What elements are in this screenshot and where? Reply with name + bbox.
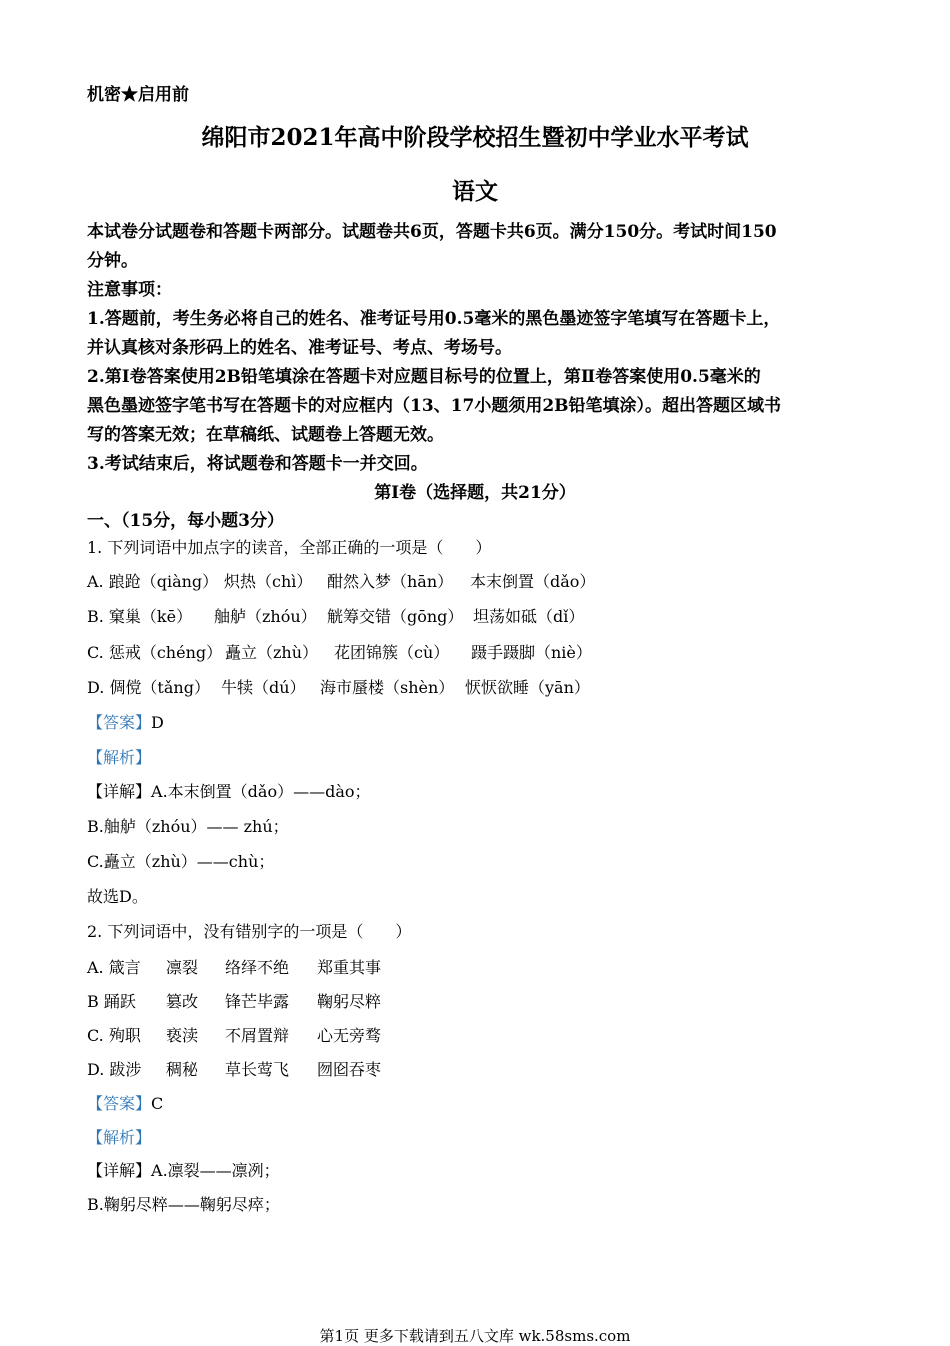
option-item: 鞠躬尽粹 [317, 992, 382, 1011]
option-item: 篡改 [166, 992, 199, 1011]
question-1-stem: 1. 下列词语中加点字的读音，全部正确的一项是（ ） [87, 538, 492, 557]
question-1-analysis-label: 【解析】 [87, 748, 152, 767]
page-footer: 第1页 更多下载请到五八文库 wk.58sms.com [319, 1327, 631, 1345]
notes-heading: 注意事项： [87, 280, 172, 300]
option-item: 觥筹交错（gōng） [327, 607, 464, 626]
option-item: 恹恹欲睡（yān） [465, 678, 590, 697]
option-item: 蹑手蹑脚（niè） [471, 643, 592, 662]
question-2-stem: 2. 下列词语中，没有错别字的一项是（ ） [87, 922, 412, 941]
exam-title: 绵阳市2021年高中阶段学校招生暨初中学业水平考试 [201, 124, 749, 151]
option-item: C. 惩戒（chéng） [87, 643, 223, 662]
option-item: A. 箴言 [87, 958, 141, 977]
question-2-answer [87, 1091, 163, 1114]
question-1-detail-2: B.舳舻（zhóu）—— zhú； [87, 817, 289, 836]
option-item: 舳舻（zhóu） [214, 607, 317, 626]
detail-text: A.本末倒置（dǎo）——dào； [151, 782, 371, 801]
option-item: B 踊跃 [87, 992, 136, 1011]
option-item: 坦荡如砥（dǐ） [473, 607, 585, 626]
question-1-detail-1 [87, 779, 371, 802]
option-item: 草长莺飞 [225, 1060, 290, 1079]
question-1-answer [87, 710, 164, 733]
option-item: 花团锦簇（cù） [334, 643, 450, 662]
option-item: B. 窠巢（kē） [87, 607, 193, 626]
intro-line-1: 本试卷分试题卷和答题卡两部分。试题卷共6页，答题卡共6页。满分150分。考试时间150 [87, 222, 777, 242]
question-1-conclusion: 故选D。 [87, 887, 148, 906]
option-item: 络绎不绝 [225, 958, 290, 977]
answer-value: D [151, 713, 164, 732]
option-item: 牛犊（dú） [221, 678, 306, 697]
detail-text: A.凛裂——凛冽； [151, 1161, 280, 1180]
option-item: 亵渎 [166, 1026, 199, 1045]
answer-label: 【答案】 [87, 1094, 152, 1113]
question-2-analysis-label: 【解析】 [87, 1128, 152, 1147]
note-1-line-2: 并认真核对条形码上的姓名、准考证号、考点、考场号。 [87, 338, 512, 358]
option-item: A. 踉跄（qiàng） [87, 572, 219, 591]
option-item: 心无旁骛 [317, 1026, 382, 1045]
option-item: 锋芒毕露 [225, 992, 290, 1011]
option-item: D. 倜傥（tǎng） [87, 678, 210, 697]
note-1-line-1: 1.答题前，考生务必将自己的姓名、准考证号用0.5毫米的黑色墨迹签字笔填写在答题卡上， [87, 309, 781, 329]
option-item: D. 跋涉 [87, 1060, 142, 1079]
detail-label: 【详解】 [87, 1161, 152, 1180]
subject-title: 语文 [452, 178, 498, 205]
option-item: 郑重其事 [317, 958, 382, 977]
confidential-label: 机密★启用前 [87, 85, 189, 105]
option-item: 囫囵吞枣 [317, 1060, 382, 1079]
option-item: 炽热（chì） [224, 572, 313, 591]
question-2-detail-1 [87, 1158, 280, 1181]
note-2-line-3: 写的答案无效；在草稿纸、试题卷上答题无效。 [87, 425, 444, 445]
note-3: 3.考试结束后，将试题卷和答题卡一并交回。 [87, 454, 428, 474]
question-1-detail-3: C.矗立（zhù）——chù； [87, 852, 275, 871]
option-item: 本末倒置（dǎo） [470, 572, 596, 591]
option-item: 凛裂 [166, 958, 199, 977]
option-item: 不屑置辩 [225, 1026, 290, 1045]
option-item: 稠秘 [166, 1060, 199, 1079]
section-one-heading: 一、（15分，每小题3分） [87, 511, 284, 531]
option-item: 海市蜃楼（shèn） [320, 678, 455, 697]
intro-line-2: 分钟。 [87, 251, 138, 271]
option-item: C. 殉职 [87, 1026, 141, 1045]
option-item: 酣然入梦（hān） [327, 572, 454, 591]
option-item: 矗立（zhù） [225, 643, 319, 662]
note-2-line-1: 2.第Ⅰ卷答案使用2B铅笔填涂在答题卡对应题目标号的位置上，第Ⅱ卷答案使用0.5毫米的 [87, 367, 761, 387]
part-one-title: 第Ⅰ卷（选择题，共21分） [374, 483, 576, 503]
note-2-line-2: 黑色墨迹签字笔书写在答题卡的对应框内（13、17小题须用2B铅笔填涂）。超出答题区域书 [87, 396, 782, 416]
answer-label: 【答案】 [87, 713, 152, 732]
answer-value: C [151, 1094, 164, 1113]
detail-label: 【详解】 [87, 782, 152, 801]
question-2-detail-2: B.鞠躬尽粹——鞠躬尽瘁； [87, 1195, 280, 1214]
